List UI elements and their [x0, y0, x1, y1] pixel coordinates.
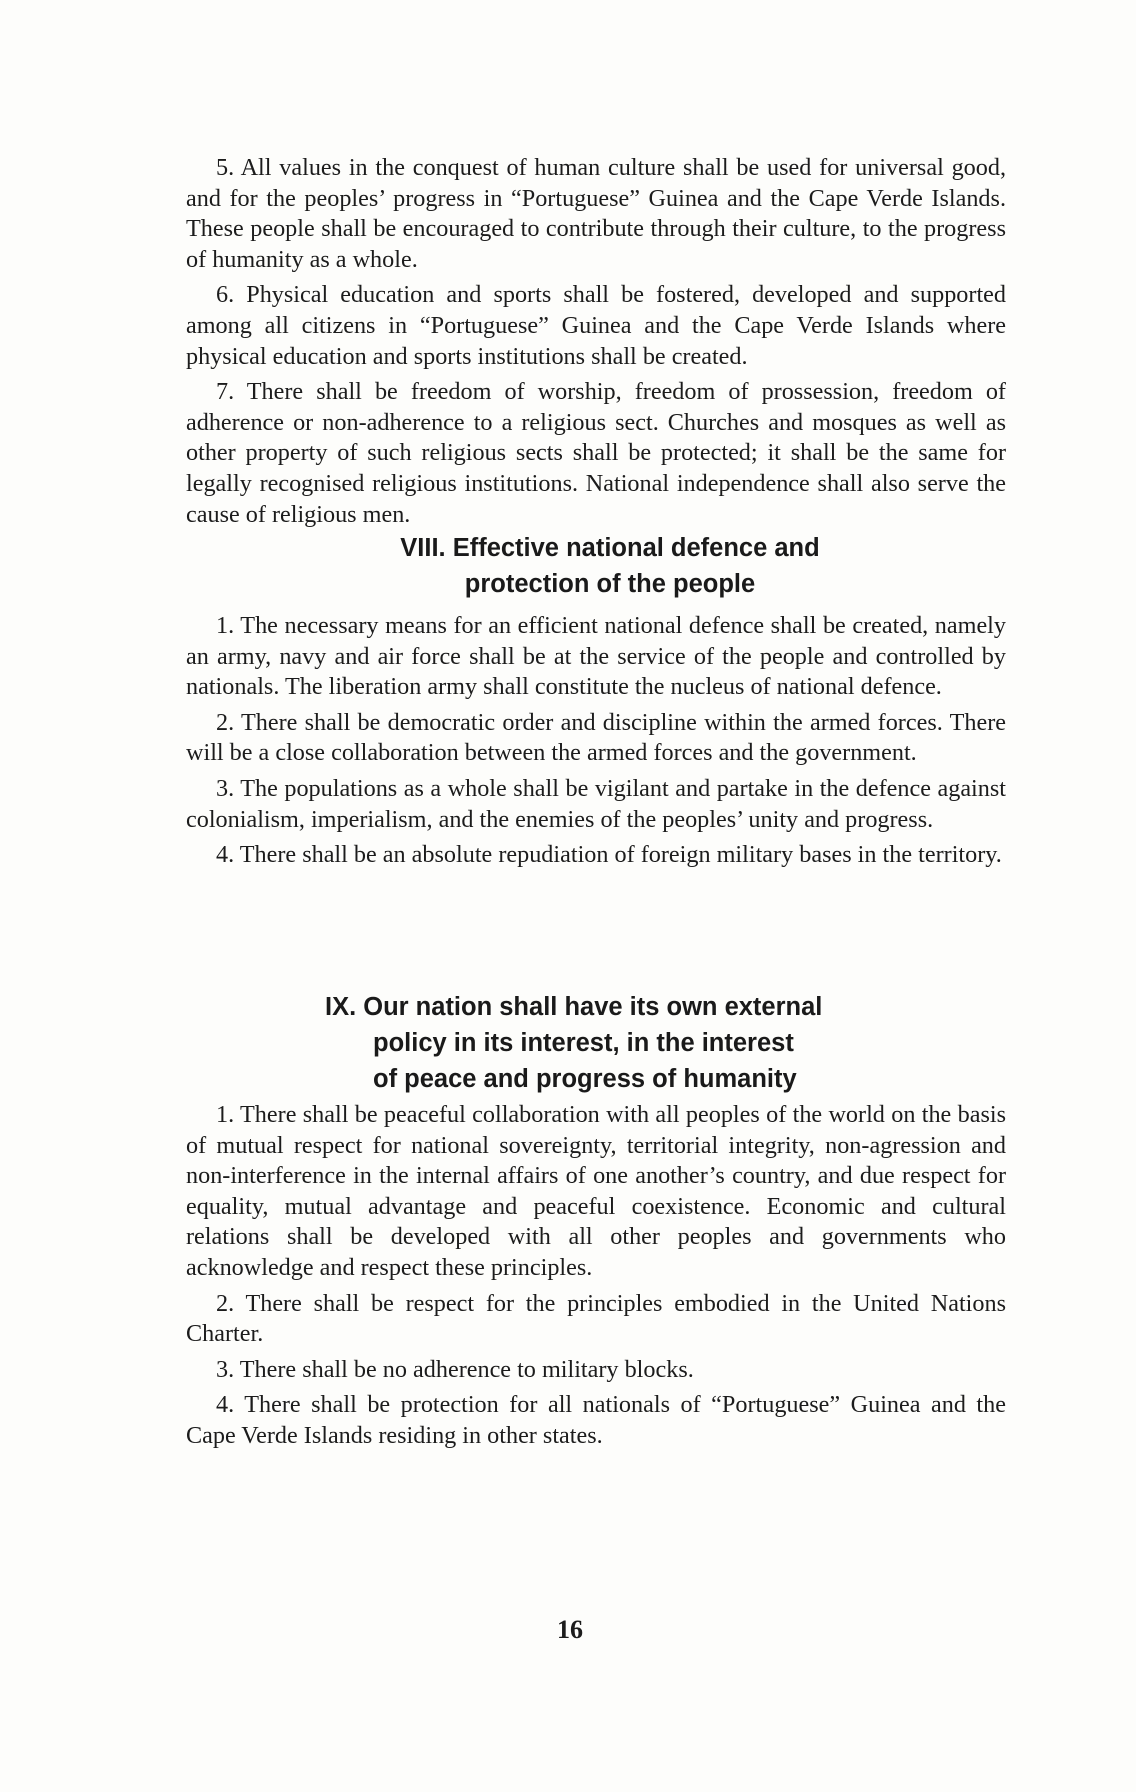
paragraph-ix-3: 3. There shall be no adherence to military blocks.: [216, 1355, 694, 1383]
section-viii-heading-line1: VIII. Effective national defence and: [400, 534, 820, 562]
section-viii-body: [186, 611, 1006, 876]
paragraph-ix-2: 2. There shall be respect for the principles embodied in the United Nations Charter.: [186, 1289, 1006, 1348]
paragraph-5: 5. All values in the conquest of human culture shall be used for universal good, and for the peoples’ progress in “Portuguese” Guinea and the Cape Verde Islands. These people shall be encouraged to contribute through their culture, to the progress of humanity as a whole.: [186, 154, 1006, 273]
paragraph-viii-2: 2. There shall be democratic order and discipline within the armed forces. There will be a close collaboration between the armed forces and the government.: [186, 708, 1006, 767]
section-ix-heading-line2: policy in its interest, in the interest: [373, 1029, 794, 1057]
paragraph-viii-3: 3. The populations as a whole shall be vigilant and partake in the defence against colonialism, imperialism, and the enemies of the peoples’ unity and progress.: [186, 774, 1006, 833]
section-viii-heading-line2: protection of the people: [464, 570, 756, 598]
paragraph-7: 7. There shall be freedom of worship, freedom of prossession, freedom of adherence or non-adherence to a religious sect. Churches and mosques as well as other property of such religious sects shall be protected; it shall be the same for legally recognised religious institutions. National independence shall also serve the cause of religious men.: [186, 378, 1006, 528]
paragraph-ix-4: 4. There shall be protection for all nationals of “Portuguese” Guinea and the Cape Verde Islands residing in other states.: [186, 1391, 1006, 1449]
section-ix-heading-line3: of peace and progress of humanity: [373, 1065, 797, 1093]
section-vii-continued: [186, 153, 1006, 535]
page-number: 16: [557, 1615, 583, 1644]
section-ix-heading: [325, 989, 905, 1097]
paragraph-viii-4: 4. There shall be an absolute repudiation of foreign military bases in the territory.: [216, 841, 1002, 869]
section-ix-body: [186, 1100, 1006, 1457]
paragraph-viii-1: 1. The necessary means for an efficient national defence shall be created, namely an army, navy and air force shall be at the service of the people and controlled by nationals. The liberation army shall constitute the nucleus of national defence.: [186, 612, 1006, 701]
section-viii-heading: [380, 530, 840, 602]
paragraph-ix-1: 1. There shall be peaceful collaboration with all peoples of the world on the basis of mutual respect for national sovereignty, territorial integrity, non-agression and non-interference in the internal affairs of one another’s country, and due respect for equality, mutual advantage and peaceful coexistence. Economic and cultural relations shall be developed with all other peoples and governments who acknowledge and respect these principles.: [186, 1101, 1006, 1281]
section-ix-heading-line1: IX. Our nation shall have its own external: [325, 993, 823, 1021]
paragraph-6: 6. Physical education and sports shall be fostered, developed and supported among all citizens in “Portuguese” Guinea and the Cape Verde Islands where physical education and sports institutions shall be created.: [186, 281, 1006, 370]
